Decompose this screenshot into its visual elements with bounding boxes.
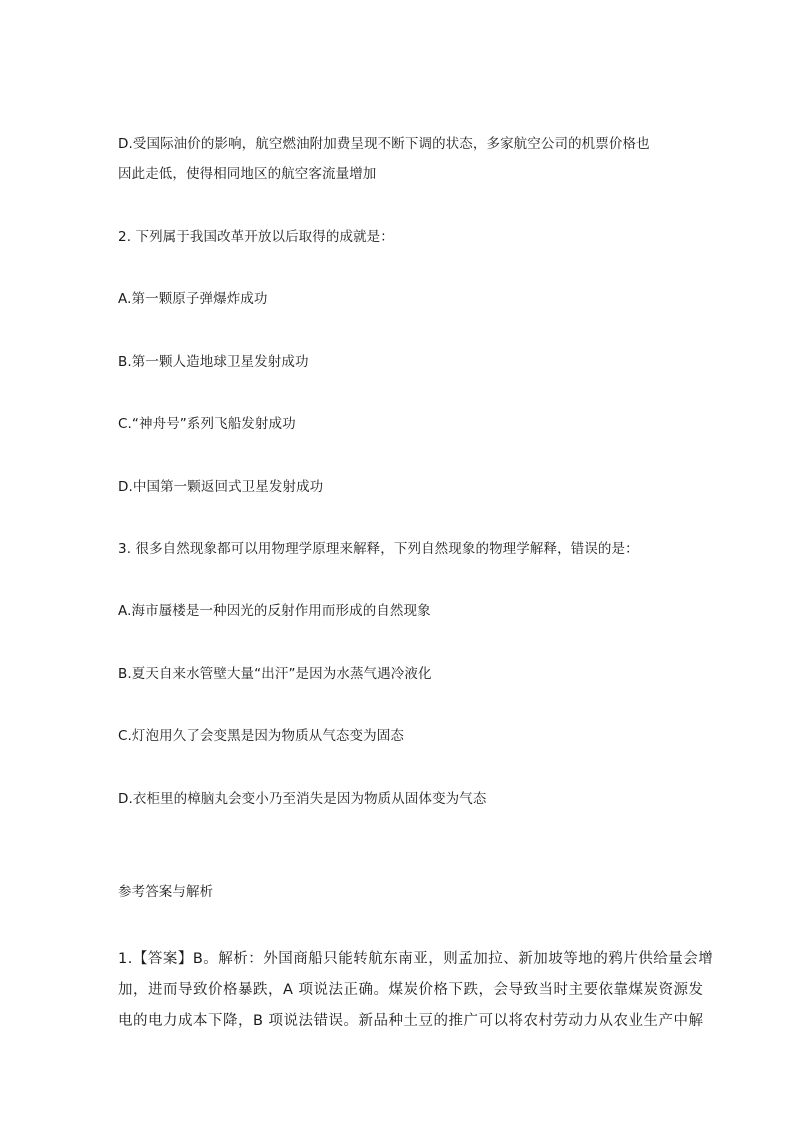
q3-option-c: C.灯泡用久了会变黑是因为物质从气态变为固态 <box>118 728 404 744</box>
q3-option-b: B.夏天自来水管壁大量“出汗”是因为水蒸气遇冷液化 <box>118 666 432 682</box>
answer-1-paragraph <box>118 944 714 1037</box>
q2-stem: 2. 下列属于我国改革开放以后取得的成就是： <box>118 229 394 245</box>
q2-option-b: B.第一颗人造地球卫星发射成功 <box>118 354 309 370</box>
q1-option-d-line1: D.受国际油价的影响，航空燃油附加费呈现不断下调的状态，多家航空公司的机票价格也 <box>118 136 650 152</box>
q3-stem: 3. 很多自然现象都可以用物理学原理来解释，下列自然现象的物理学解释，错误的是： <box>118 541 639 557</box>
answer-1-line3: 电的电力成本下降，B 项说法错误。新品种土豆的推广可以将农村劳动力从农业生产中解 <box>118 1013 704 1029</box>
q2-option-a: A.第一颗原子弹爆炸成功 <box>118 291 268 307</box>
q2-option-d: D.中国第一颗返回式卫星发射成功 <box>118 479 324 495</box>
q3-option-d: D.衣柜里的樟脑丸会变小乃至消失是因为物质从固体变为气态 <box>118 791 487 807</box>
answer-1-line2: 加，进而导致价格暴跌，A 项说法正确。煤炭价格下跌，会导致当时主要依靠煤炭资源发 <box>118 982 704 998</box>
q1-option-d-line2: 因此走低，使得相同地区的航空客流量增加 <box>118 166 377 182</box>
q2-option-c: C.“神舟号”系列飞船发射成功 <box>118 416 296 432</box>
answer-1-line1: 1.【答案】B。解析：外国商船只能转航东南亚，则孟加拉、新加坡等地的鸦片供给量会增 <box>118 951 714 967</box>
q3-option-a: A.海市蜃楼是一种因光的反射作用而形成的自然现象 <box>118 603 431 619</box>
answer-heading: 参考答案与解析 <box>118 884 214 900</box>
